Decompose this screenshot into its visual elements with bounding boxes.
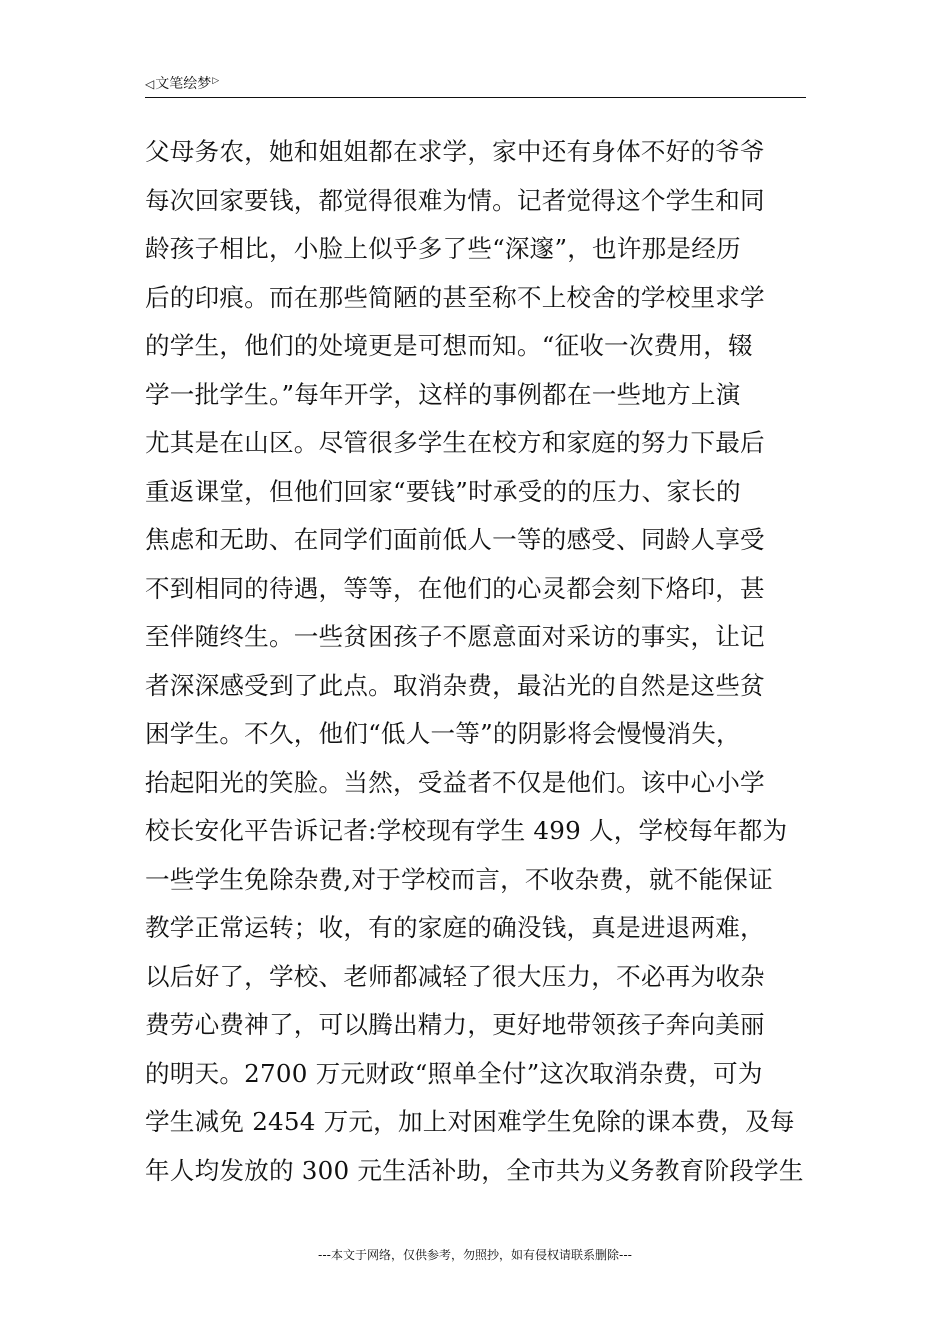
body-line: 者深深感受到了此点。取消杂费，最沾光的自然是这些贫 [145, 670, 765, 700]
body-line: 重返课堂，但他们回家“要钱”时承受的的压力、家长的 [145, 476, 741, 506]
body-line: 学生减免 2454 万元，加上对困难学生免除的课本费，及每 [145, 1107, 795, 1136]
body-line: 不到相同的待遇，等等，在他们的心灵都会刻下烙印，甚 [145, 573, 765, 603]
body-line: 后的印痕。而在那些简陋的甚至称不上校舍的学校里求学 [145, 282, 765, 312]
body-line: 的明天。2700 万元财政“照单全付”这次取消杂费，可为 [145, 1058, 763, 1088]
body-line: 年人均发放的 300 元生活补助，全市共为义务教育阶段学生 [145, 1155, 804, 1185]
body-line: 每次回家要钱，都觉得很难为情。记者觉得这个学生和同 [145, 185, 765, 215]
body-line: 至伴随终生。一些贫困孩子不愿意面对采访的事实，让记 [145, 622, 765, 651]
body-line: 校长安化平告诉记者:学校现有学生 499 人，学校每年都为 [145, 816, 788, 845]
page-footer: ---本文于网络，仅供参考，勿照抄，如有侵权请联系删除--- [318, 1248, 632, 1262]
body-line: 龄孩子相比，小脸上似乎多了些“深邃”，也许那是经历 [145, 234, 741, 263]
page-header [145, 74, 806, 96]
body-line: 教学正常运转；收，有的家庭的确没钱，真是进退两难， [145, 913, 765, 942]
body-line: 焦虑和无助、在同学们面前低人一等的感受、同龄人享受 [145, 525, 765, 554]
header-brand [145, 74, 219, 94]
document-body [145, 128, 806, 1195]
body-line: 的学生，他们的处境更是可想而知。“征收一次费用，辍 [145, 331, 753, 360]
header-brand-text: 文笔绘梦 [155, 76, 212, 92]
header-divider [145, 97, 806, 98]
body-line: 一些学生免除杂费,对于学校而言，不收杂费，就不能保证 [145, 864, 773, 894]
triangle-right-icon: ▷ [212, 76, 220, 86]
body-line: 抬起阳光的笑脸。当然，受益者不仅是他们。该中心小学 [145, 767, 765, 797]
body-line: 以后好了，学校、老师都减轻了很大压力，不必再为收杂 [145, 961, 765, 991]
body-line: 父母务农，她和姐姐都在求学，家中还有身体不好的爷爷 [145, 137, 765, 166]
body-line: 尤其是在山区。尽管很多学生在校方和家庭的努力下最后 [145, 428, 765, 457]
body-line: 费劳心费神了，可以腾出精力，更好地带领孩子奔向美丽 [145, 1010, 765, 1039]
body-line: 学一批学生。”每年开学，这样的事例都在一些地方上演 [145, 379, 741, 409]
body-line: 困学生。不久，他们“低人一等”的阴影将会慢慢消失， [145, 719, 741, 748]
triangle-left-icon: ◁ [145, 77, 155, 91]
